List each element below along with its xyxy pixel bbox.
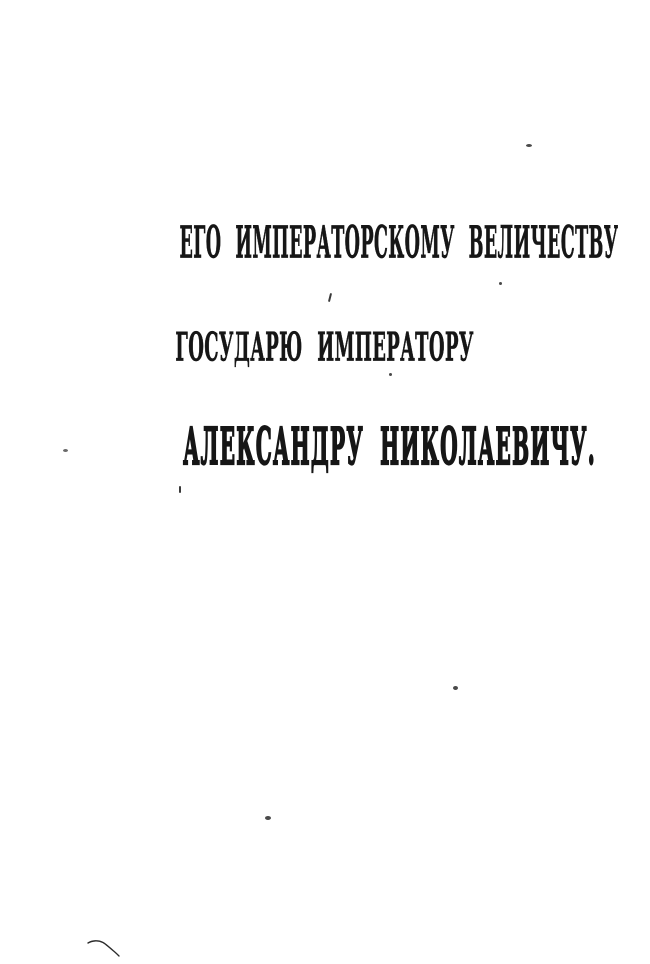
dedication-line-majesty: [0, 216, 650, 269]
ink-speck: [265, 816, 271, 820]
ink-speck-tick: [328, 293, 332, 302]
ink-speck: [499, 282, 502, 285]
dedication-line-sovereign: [0, 324, 650, 370]
dedication-line-name-text: АЛЕКСАНДРУ НИКОЛАЕВИЧУ.: [183, 416, 596, 476]
ink-speck: [389, 373, 392, 376]
ink-speck: [63, 449, 68, 452]
pen-squiggle-mark: [85, 935, 125, 961]
ink-speck: [453, 686, 458, 690]
ink-speck-tick: [179, 486, 181, 493]
dedication-line-name: [0, 416, 650, 476]
dedication-line-sovereign-text: ГОСУДАРЮ ИМПЕРАТОРУ: [175, 324, 475, 370]
dedication-line-majesty-text: ЕГО ИМПЕРАТОРСКОМУ ВЕЛИЧЕСТВУ: [179, 216, 619, 269]
ink-speck: [526, 144, 532, 147]
